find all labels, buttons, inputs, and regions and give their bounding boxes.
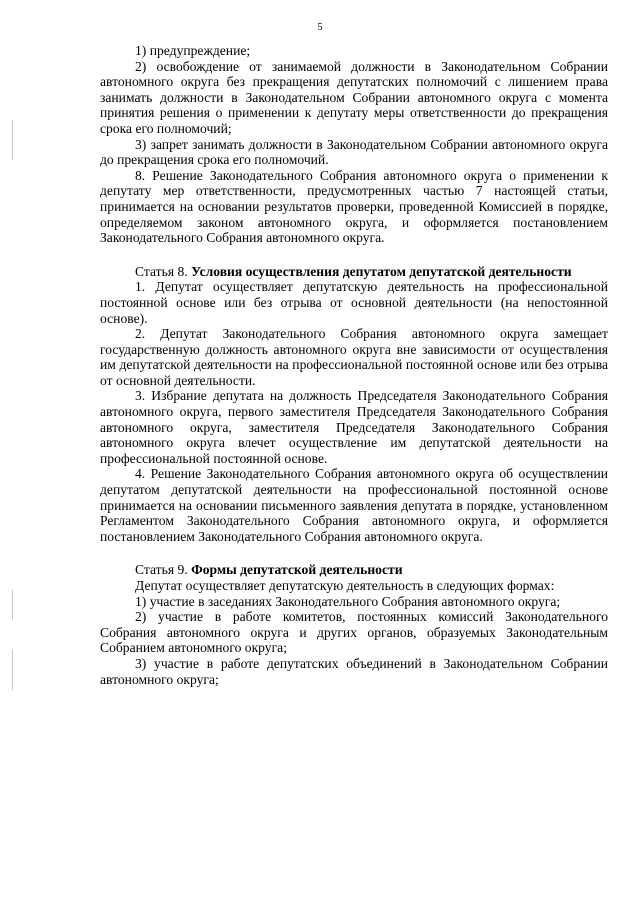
article7-item3: 3) запрет занимать должности в Законодательном Собрании автономного округа до прекращения срока его полномочий. bbox=[100, 136, 608, 168]
article7-point8: 8. Решение Законодательного Собрания автономного округа о применении к депутату мер ответственности, предусмотренных частью 7 настоящей статьи, принимается на основании результатов проверки, проведенной Комиссией в порядке, определяемом законом автономного округа, и оформляется постановлением Законодательного Собрания автономного округа. bbox=[100, 167, 608, 246]
article8-p1: 1. Депутат осуществляет депутатскую деятельность на профессиональной постоянной основе или без отрыва от основной деятельности (на непостоянной основе). bbox=[100, 279, 608, 326]
article9-label: Статья 9. bbox=[135, 562, 188, 578]
article9-title: Формы депутатской деятельности bbox=[191, 562, 403, 578]
article9-intro: Депутат осуществляет депутатскую деятельность в следующих формах: bbox=[135, 578, 555, 593]
article9-heading bbox=[100, 562, 608, 578]
article8-p3: 3. Избрание депутата на должность Председателя Законодательного Собрания автономного округа, первого заместителя Председателя Законодательного Собрания автономного округа, заместителя Председателя Законодательного Собрания автономного округа влечет осуществление им депутатской деятельности на профессиональной постоянной основе. bbox=[100, 388, 608, 466]
scan-margin-mark bbox=[12, 650, 13, 690]
document-body bbox=[100, 43, 608, 687]
article8-heading bbox=[100, 264, 608, 280]
scan-margin-mark bbox=[12, 120, 13, 160]
article7-item1: 1) предупреждение; bbox=[135, 43, 251, 58]
article8-title: Условия осуществления депутатом депутатской деятельности bbox=[191, 263, 572, 279]
scan-margin-mark bbox=[12, 590, 13, 620]
page-number: 5 bbox=[317, 22, 323, 33]
section-gap bbox=[100, 544, 608, 562]
article8-p2: 2. Депутат Законодательного Собрания автономного округа замещает государственную должность автономного округа вне зависимости от осуществления им депутатской деятельности на профессиональной постоянной основе или без отрыва от основной деятельности. bbox=[100, 326, 608, 388]
article9-item2: 2) участие в работе комитетов, постоянных комиссий Законодательного Собрания автономного округа и других органов, образуемых Законодательным Собранием автономного округа; bbox=[100, 609, 608, 656]
article9-item3: 3) участие в работе депутатских объединений в Законодательном Собрании автономного округа; bbox=[100, 655, 608, 687]
article7-item2: 2) освобождение от занимаемой должности в Законодательном Собрании автономного округа без прекращения депутатских полномочий с лишением права занимать должности в Законодательном Собрании автономного округа с момента принятия решения о применении к депутату меры ответственности до прекращения срока его полномочий; bbox=[100, 58, 608, 136]
section-gap bbox=[100, 246, 608, 264]
article8-p4: 4. Решение Законодательного Собрания автономного округа об осуществлении депутатом депутатской деятельности на профессиональной постоянной основе принимается на основании письменного заявления депутата в порядке, установленном Регламентом Законодательного Собрания автономного округа, и оформляется постановлением Законодательного Собрания автономного округа. bbox=[100, 466, 608, 544]
article9-item1: 1) участие в заседаниях Законодательного Собрания автономного округа; bbox=[135, 593, 561, 609]
article8-label: Статья 8. bbox=[135, 263, 188, 279]
